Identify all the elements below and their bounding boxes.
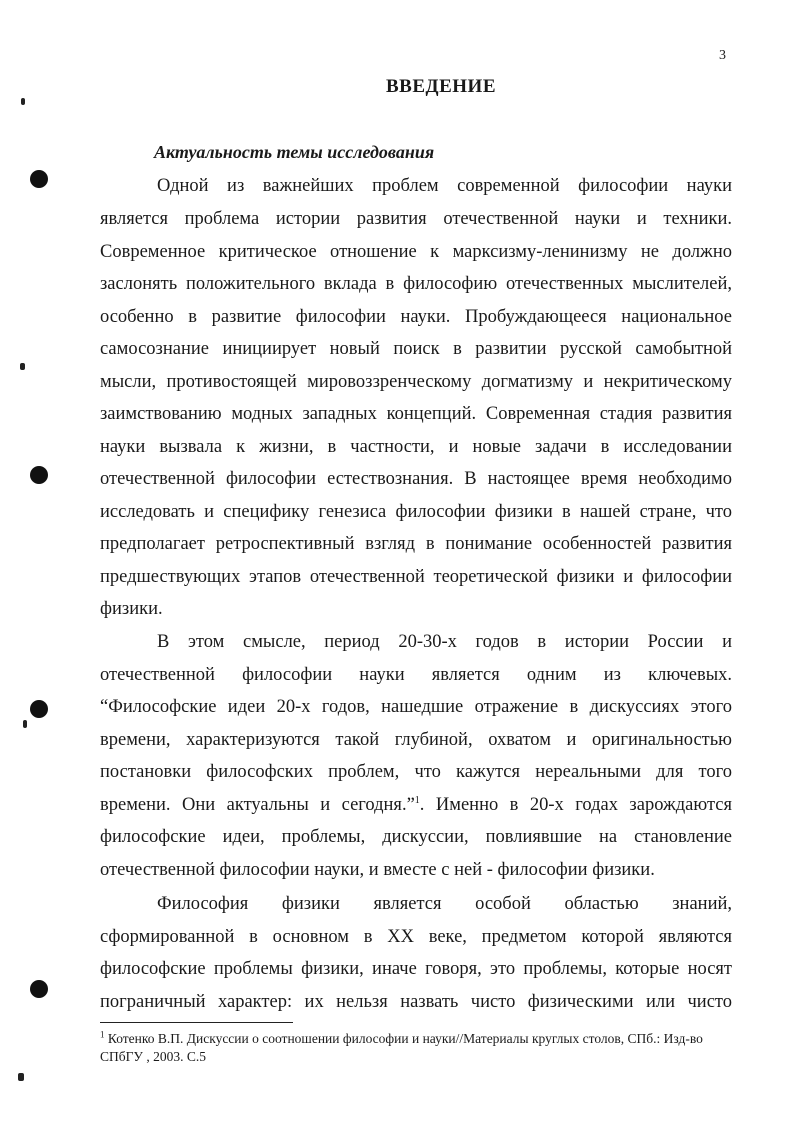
text-line: философские проблемы физики, иначе говоря, это проблемы, которые носят	[100, 959, 732, 979]
scan-speck	[21, 98, 25, 105]
page-heading: ВВЕДЕНИЕ	[386, 76, 496, 97]
section-title: Актуальность темы исследования	[154, 142, 435, 162]
text-line: Философия физики является особой областью знаний,	[157, 894, 732, 914]
text-line: предшествующих этапов отечественной теоретической физики и философии	[100, 567, 732, 587]
text-line: В этом смысле, период 20-30-х годов в истории России и	[157, 632, 732, 652]
binder-hole	[30, 980, 48, 998]
text-line: Современное критическое отношение к марксизму-ленинизму не должно	[100, 242, 732, 262]
binder-hole	[30, 170, 48, 188]
text-line: самосознание инициирует новый поиск в развитии русской самобытной	[100, 339, 732, 359]
page-number: 3	[719, 48, 726, 63]
text-line: отечественной философии науки, и вместе с ней - философии физики.	[100, 860, 655, 880]
footnote-line: СПбГУ , 2003. С.5	[100, 1049, 206, 1064]
footnote-marker: 1	[100, 1029, 105, 1040]
footnote-line	[100, 1031, 703, 1047]
text-line: Одной из важнейших проблем современной философии науки	[157, 176, 732, 196]
scan-speck	[20, 363, 25, 370]
text-line: отечественной философии науки является одним из ключевых.	[100, 665, 732, 685]
text-line: заимствованию модных западных концепций. Современная стадия развития	[100, 404, 732, 424]
footnote-ref: 1	[414, 794, 420, 806]
binder-hole	[30, 700, 48, 718]
text-line: является проблема истории развития отечественной науки и техники.	[100, 209, 732, 229]
text-line: пограничный характер: их нельзя назвать чисто физическими или чисто	[100, 992, 732, 1012]
text-line: физики.	[100, 599, 163, 619]
text-line: мысли, противостоящей мировоззренческому догматизму и некритическому	[100, 372, 732, 392]
text-line: предполагает ретроспективный взгляд в понимание особенностей развития	[100, 534, 732, 554]
text-line: науки вызвала к жизни, в частности, и новые задачи в исследовании	[100, 437, 732, 457]
text-line: времени, характеризуются такой глубиной, охватом и оригинальностью	[100, 730, 732, 750]
text-line: особенно в развитие философии науки. Пробуждающееся национальное	[100, 307, 732, 327]
text-line: исследовать и специфику генезиса философии физики в нашей стране, что	[100, 502, 732, 522]
text-line-with-footnote	[100, 794, 732, 816]
footnote-divider	[100, 1022, 293, 1023]
text-line: “Философские идеи 20-х годов, нашедшие отражение в дискуссиях этого	[100, 697, 732, 717]
quote-continuation: . Именно в 20-х годах зарождаются	[419, 795, 733, 815]
text-line: постановки философских проблем, что кажутся нереальными для того	[100, 762, 732, 782]
quote-text: времени. Они актуальны и сегодня.”	[100, 795, 415, 815]
text-line: заслонять положительного вклада в философию отечественных мыслителей,	[100, 274, 732, 294]
footnote-text: Котенко В.П. Дискуссии о соотношении философии и науки//Материалы круглых столов, СПб.: Изд-во	[107, 1031, 703, 1046]
text-line: философские идеи, проблемы, дискуссии, повлиявшие на становление	[100, 827, 732, 847]
scan-speck	[23, 720, 27, 728]
text-line: отечественной философии естествознания. В настоящее время необходимо	[100, 469, 732, 489]
text-line: сформированной в основном в XX веке, предметом которой являются	[100, 927, 732, 947]
binder-hole	[30, 466, 48, 484]
scan-speck	[18, 1073, 24, 1081]
